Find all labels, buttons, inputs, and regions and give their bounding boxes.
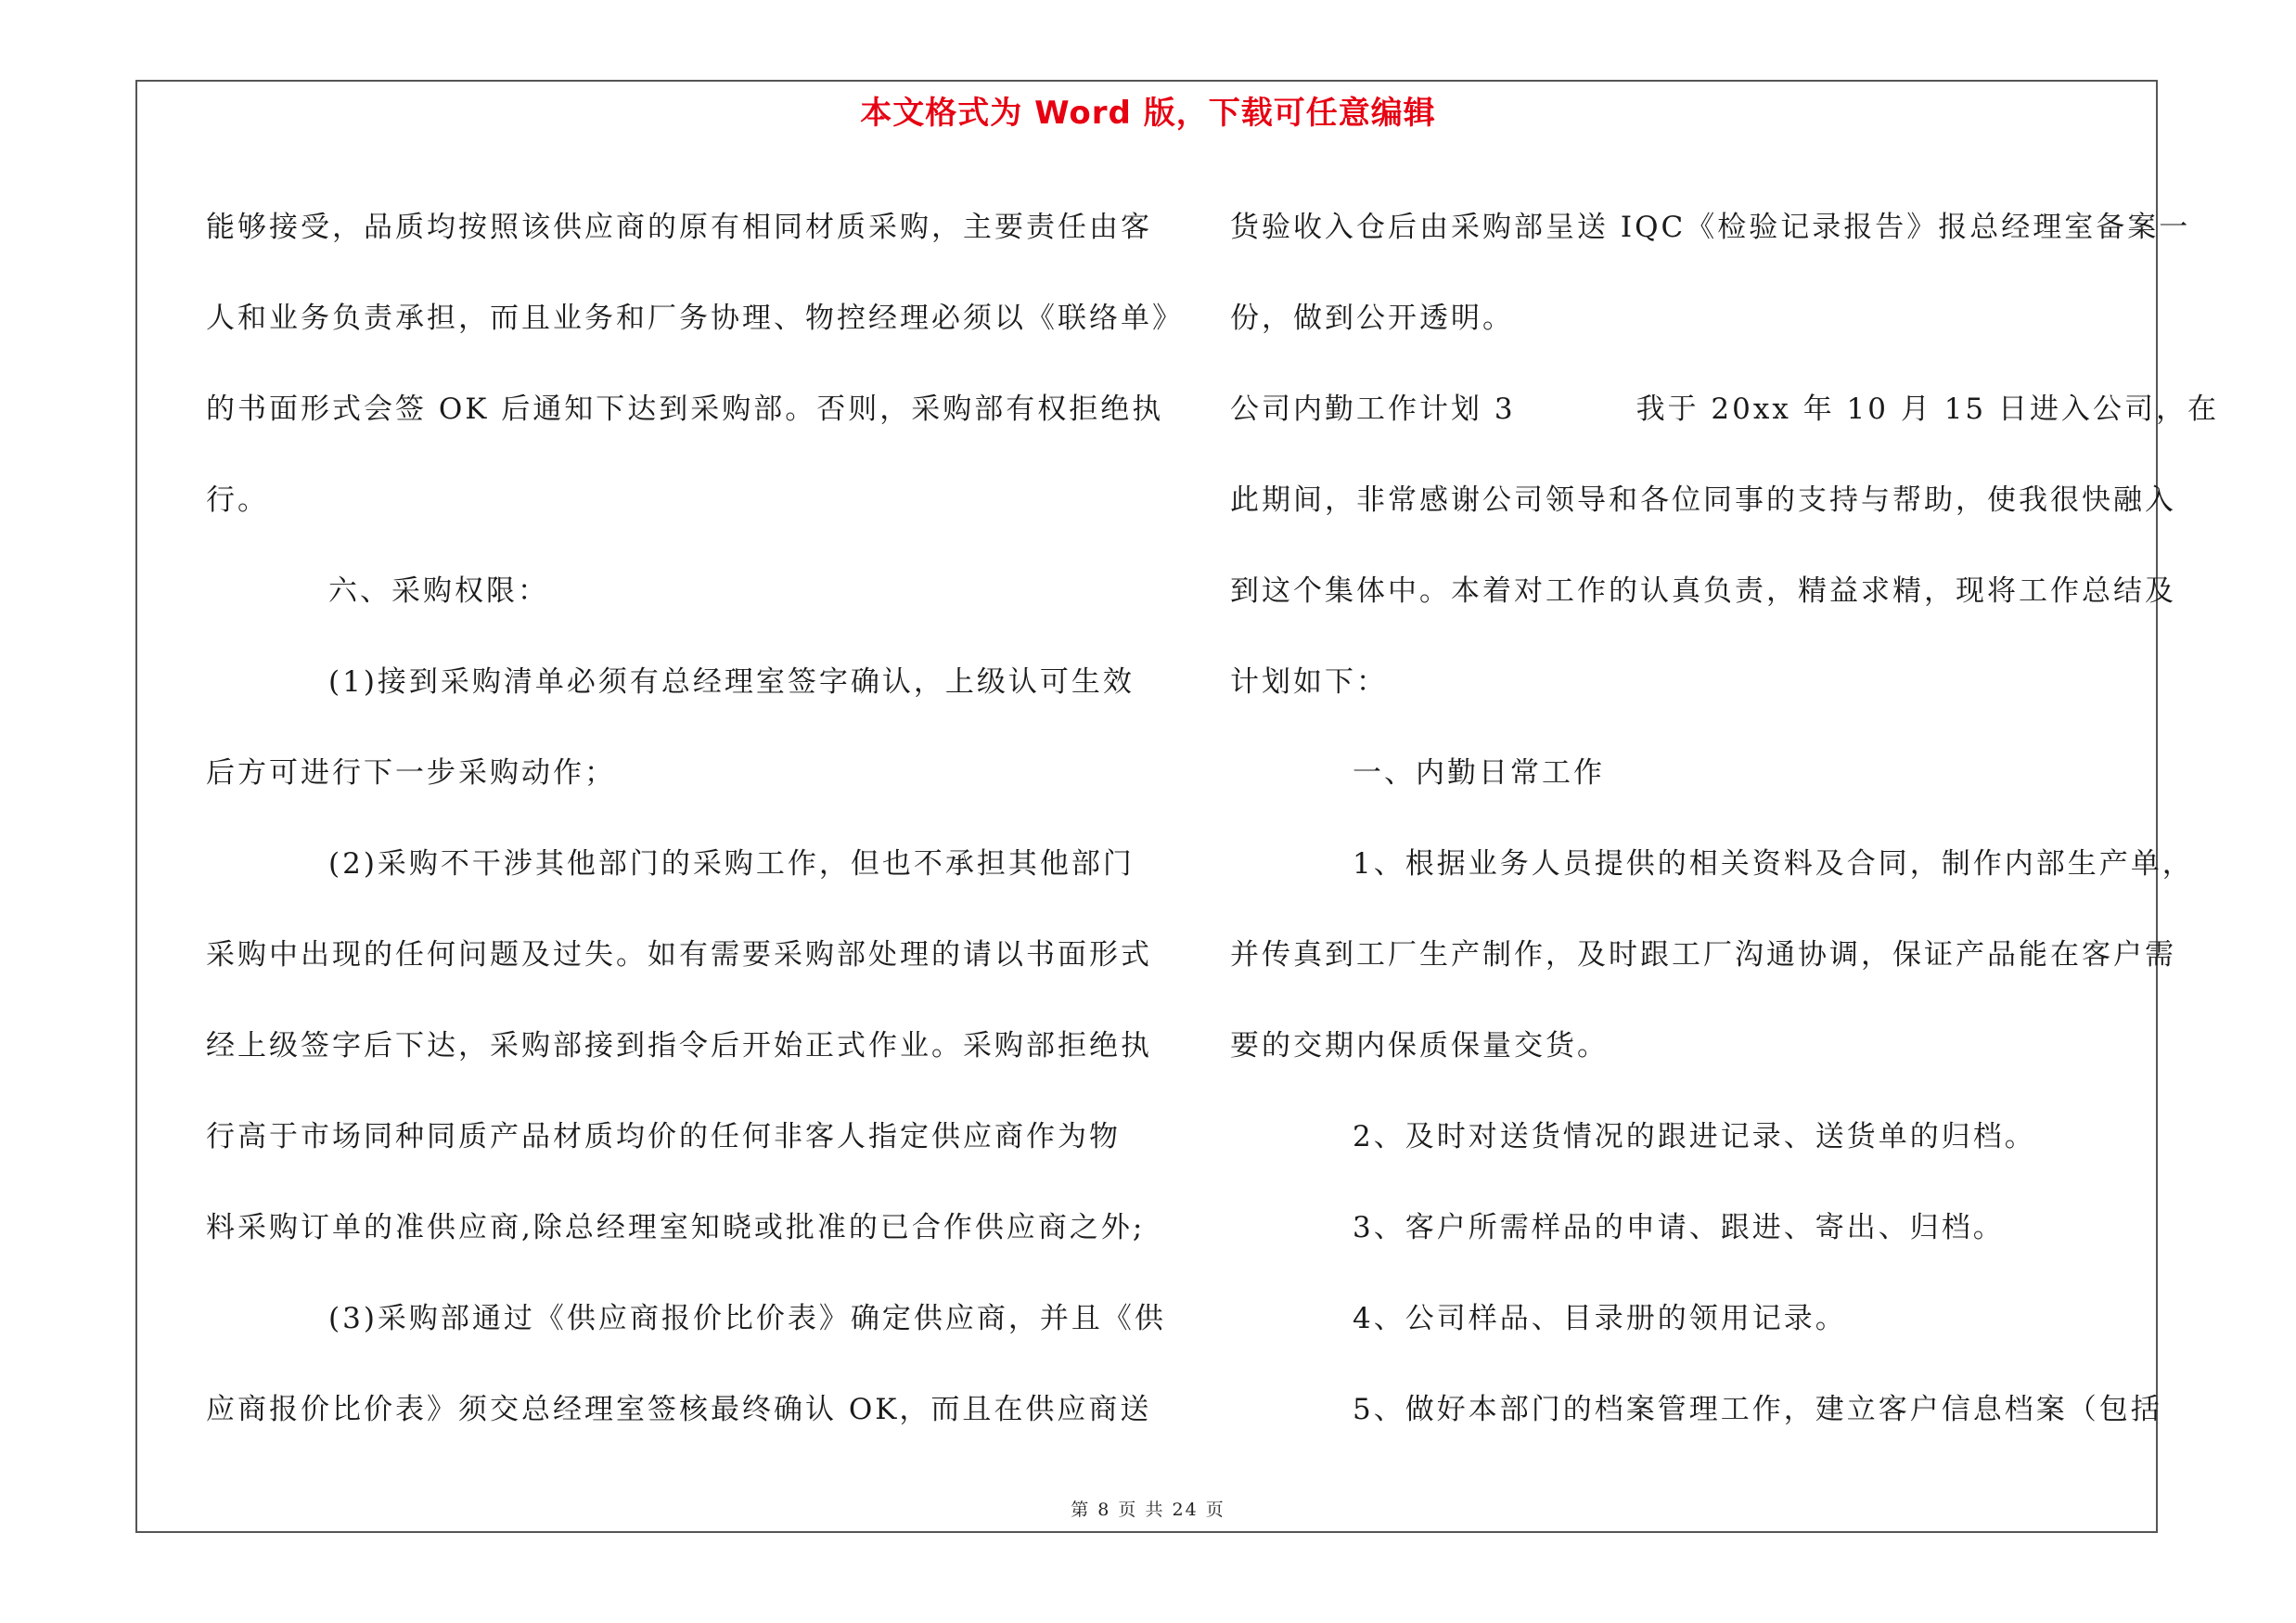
right-item-4: 4、公司样品、目录册的领用记录。 (1353, 1302, 1847, 1335)
left-line-4: 行。 (206, 483, 269, 517)
right-line-5: 到这个集体中。本着对工作的认真负责，精益求精，现将工作总结及 (1230, 574, 2176, 608)
right-line-6: 计划如下： (1230, 665, 1388, 699)
left-heading-procurement-authority: 六、采购权限： (328, 574, 549, 608)
right-line-4: 此期间，非常感谢公司领导和各位同事的支持与帮助，使我很快融入 (1230, 483, 2176, 517)
intro-sentence: 我于 20xx 年 10 月 15 日进入公司，在 (1635, 393, 2220, 426)
right-line-1: 货验收入仓后由采购部呈送 IQC《检验记录报告》报总经理室备案一 (1230, 211, 2191, 244)
left-line-1: 能够接受，品质均按照该供应商的原有相同材质采购，主要责任由客 (206, 211, 1152, 244)
left-line-6: (1)接到采购清单必须有总经理室签字确认，上级认可生效 (328, 665, 1135, 699)
left-line-10: 经上级签字后下达，采购部接到指令后开始正式作业。采购部拒绝执 (206, 1029, 1152, 1063)
right-line-2: 份，做到公开透明。 (1230, 302, 1514, 335)
right-item-5: 5、做好本部门的档案管理工作，建立客户信息档案（包括 (1353, 1393, 2162, 1426)
right-line-9: 并传真到工厂生产制作，及时跟工厂沟通协调，保证产品能在客户需 (1230, 938, 2176, 972)
right-heading-daily-work: 一、内勤日常工作 (1353, 756, 1605, 790)
left-column (206, 182, 1184, 1455)
left-line-7: 后方可进行下一步采购动作； (206, 756, 616, 790)
left-line-14: 应商报价比价表》须交总经理室签核最终确认 OK，而且在供应商送 (206, 1393, 1152, 1426)
left-line-12: 料采购订单的准供应商,除总经理室知晓或批准的已合作供应商之外; (206, 1211, 1146, 1244)
right-column (1230, 182, 2220, 1455)
page-number-footer: 第 8 页 共 24 页 (1071, 1500, 1225, 1520)
right-item-2: 2、及时对送货情况的跟进记录、送货单的归档。 (1353, 1120, 2036, 1153)
right-line-3 (1230, 364, 2220, 455)
section-title-work-plan: 公司内勤工作计划 3 (1230, 393, 1516, 426)
right-line-10: 要的交期内保质保量交货。 (1230, 1029, 1609, 1063)
left-line-9: 采购中出现的任何问题及过失。如有需要采购部处理的请以书面形式 (206, 938, 1152, 972)
left-line-2: 人和业务负责承担，而且业务和厂务协理、物控经理必须以《联络单》 (206, 302, 1184, 335)
left-line-3: 的书面形式会签 OK 后通知下达到采购部。否则，采购部有权拒绝执 (206, 393, 1164, 426)
format-banner: 本文格式为 Word 版，下载可任意编辑 (860, 95, 1436, 132)
left-line-13: (3)采购部通过《供应商报价比价表》确定供应商，并且《供 (328, 1302, 1166, 1335)
left-line-8: (2)采购不干涉其他部门的采购工作，但也不承担其他部门 (328, 847, 1135, 881)
right-item-1: 1、根据业务人员提供的相关资料及合同，制作内部生产单， (1353, 847, 2194, 881)
right-item-3: 3、客户所需样品的申请、跟进、寄出、归档。 (1353, 1211, 2005, 1244)
left-line-11: 行高于市场同种同质产品材质均价的任何非客人指定供应商作为物 (206, 1120, 1121, 1153)
